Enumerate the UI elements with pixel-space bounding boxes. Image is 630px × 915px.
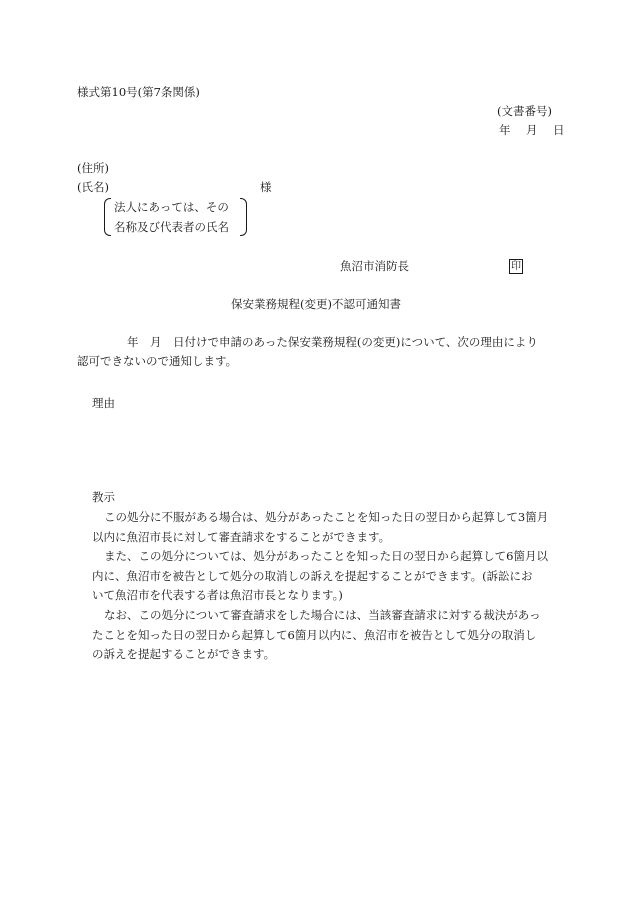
name-label: (氏名) bbox=[77, 180, 109, 194]
document-title: 保安業務規程(変更)不認可通知書 bbox=[231, 297, 401, 311]
document-number: (文書番号) bbox=[497, 104, 552, 118]
date-line: 年 月 日 bbox=[499, 123, 567, 137]
instruction-paragraph-3-line-2: たことを知った日の翌日から起算して6箇月以内に、魚沼市を被告として処分の取消し bbox=[92, 628, 537, 642]
body-line-1: 年 月 日付けで申請のあった保安業務規程(の変更)について、次の理由により bbox=[127, 335, 538, 349]
honorific: 様 bbox=[260, 180, 272, 194]
instruction-paragraph-3-line-3: の訴えを提起することができます。 bbox=[92, 647, 276, 661]
instruction-paragraph-1-line-1: この処分に不服がある場合は、処分があったことを知った日の翌日から起算して3箇月 bbox=[104, 510, 549, 524]
body-line-2: 認可できないので通知します。 bbox=[77, 354, 238, 368]
instruction-paragraph-2-line-2: 内に、魚沼市を被告として処分の取消しの訴えを提起することができます。(訴訟にお bbox=[92, 569, 533, 583]
corporate-note-line-1: 法人にあっては、その bbox=[114, 200, 229, 214]
corporate-note-line-2: 名称及び代表者の氏名 bbox=[114, 220, 229, 234]
form-number: 様式第10号(第7条関係) bbox=[77, 85, 200, 99]
instruction-paragraph-2-line-3: いて魚沼市を代表する者は魚沼市長となります。) bbox=[92, 588, 343, 602]
instruction-paragraph-3-line-1: なお、この処分について審査請求をした場合には、当該審査請求に対する裁決があっ bbox=[104, 608, 541, 622]
right-bracket bbox=[240, 198, 247, 236]
instruction-paragraph-1-line-2: 以内に魚沼市長に対して審査請求をすることができます。 bbox=[92, 530, 391, 544]
issuer-title: 魚沼市消防長 bbox=[340, 259, 409, 273]
instruction-paragraph-2-line-1: また、この処分については、処分があったことを知った日の翌日から起算して6箇月以 bbox=[104, 549, 548, 563]
seal-mark: 印 bbox=[511, 261, 521, 272]
reason-label: 理由 bbox=[92, 396, 115, 410]
address-label: (住所) bbox=[77, 161, 109, 175]
instruction-label: 教示 bbox=[92, 490, 115, 504]
left-bracket bbox=[104, 198, 111, 236]
